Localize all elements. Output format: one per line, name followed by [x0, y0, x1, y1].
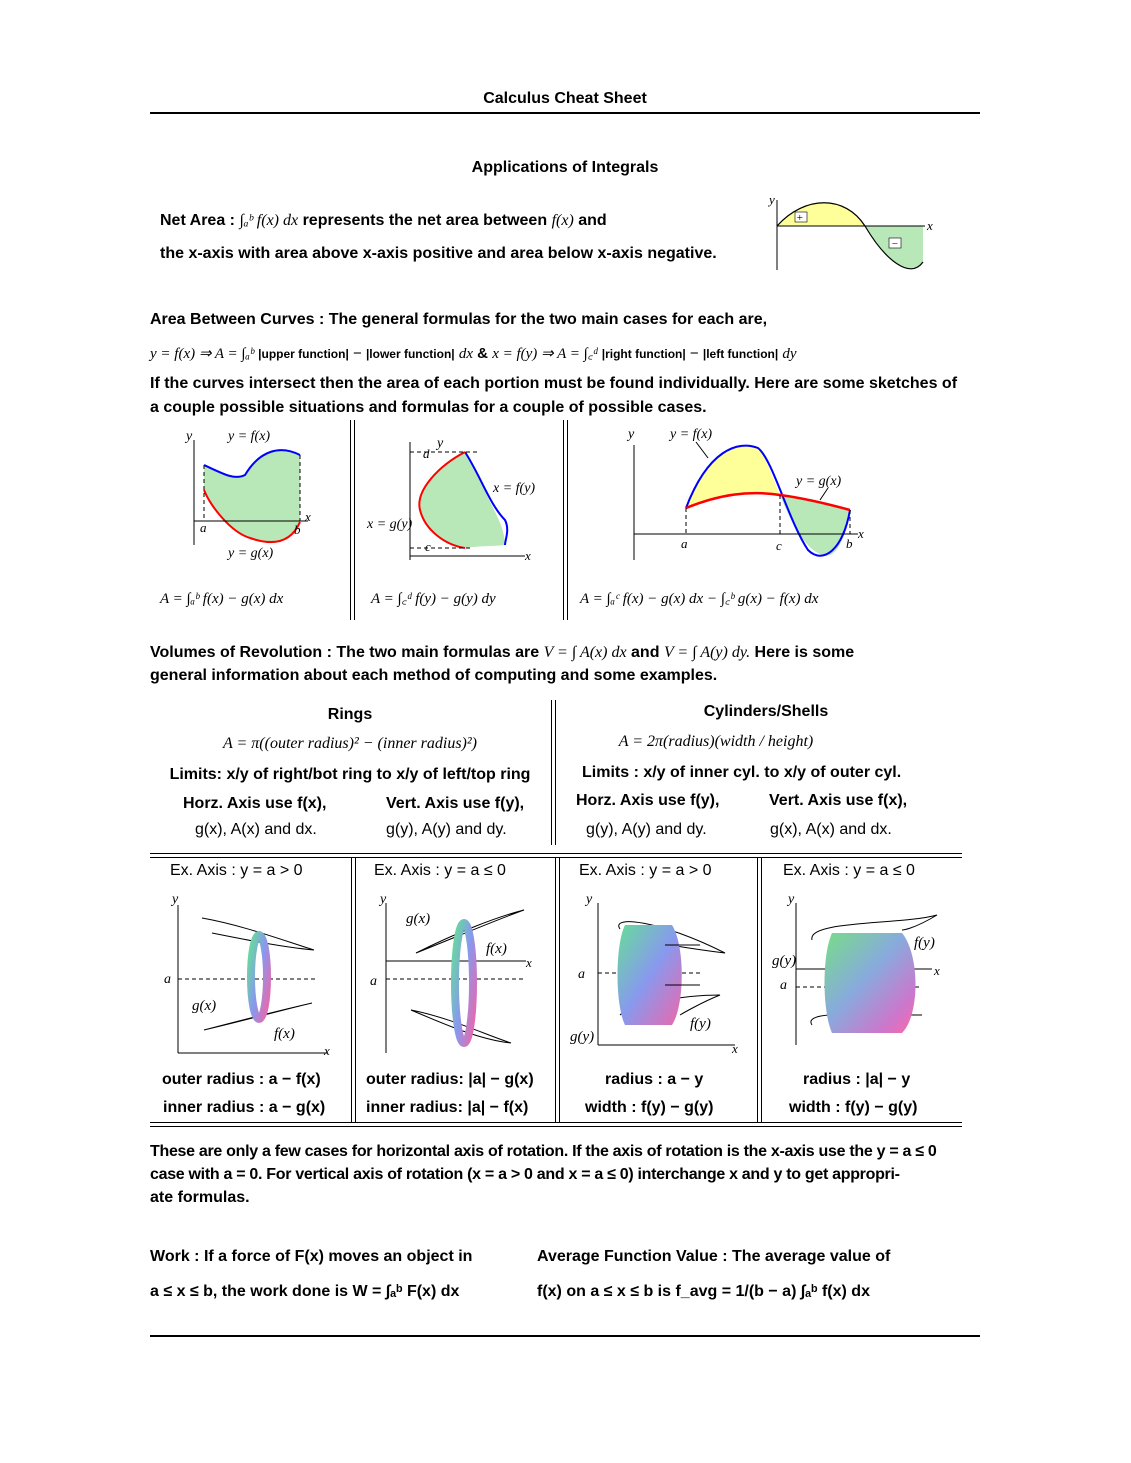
area-graph-2: [355, 420, 563, 620]
average-label: Average Function Value :: [537, 1248, 728, 1265]
area-graph-1: [150, 420, 350, 620]
svg-text:y: y: [380, 892, 387, 907]
net-graph-minus: −: [891, 238, 899, 250]
area-between-label: Area Between Curves :: [150, 311, 325, 328]
average-line2: f(x) on a ≤ x ≤ b is f_avg = 1/(b − a) ∫ₐᵇ f(x) dx: [537, 1283, 870, 1300]
volumes-intro: Volumes of Revolution : The two main formulas are V = ∫ A(x) dx and V = ∫ A(y) dy. Here is some: [150, 644, 855, 661]
area-between-note2: a couple possible situations and formulas for a couple of possible cases.: [150, 399, 707, 416]
example-3-r1: radius : a − y: [605, 1071, 704, 1088]
svg-text:g(x): g(x): [406, 911, 431, 927]
net-graph-y: y: [769, 192, 775, 207]
svg-text:y: y: [788, 892, 795, 907]
svg-text:A = ∫ₐᵇ f(x) − g(x) dx: A = ∫ₐᵇ f(x) − g(x) dx: [160, 591, 284, 607]
example-4-r2: width : f(y) − g(y): [789, 1099, 918, 1116]
example-3-r2: width : f(y) − g(y): [585, 1099, 714, 1116]
svg-text:y = g(x): y = g(x): [796, 474, 842, 489]
net-area-and: and: [578, 212, 607, 229]
formula1-lhs: y = f(x) ⇒ A = ∫ₐᵇ: [150, 346, 254, 362]
svg-text:y = f(x): y = f(x): [670, 427, 713, 442]
rings-vert2: g(y), A(y) and dy.: [386, 821, 507, 838]
header-rule: [150, 112, 980, 114]
area-between-note1: If the curves intersect then the area of each portion must be found individually. Here are some sketches of: [150, 375, 958, 392]
area-between-intro: [150, 311, 767, 329]
svg-text:g(x): g(x): [192, 998, 217, 1014]
svg-text:A = ∫꜀ᵈ f(y) − g(y) dy: A = ∫꜀ᵈ f(y) − g(y) dy: [371, 591, 496, 607]
formula1-upper: |upper function|: [258, 347, 349, 361]
rings-vert: Vert. Axis use f(y),: [386, 795, 525, 812]
volumes-label: Volumes of Revolution :: [150, 644, 332, 661]
rings-limits: Limits: x/y of right/bot ring to x/y of left/top ring: [169, 766, 531, 783]
example-1-graph: [152, 885, 350, 1065]
formula1-dx: dx: [458, 346, 473, 362]
work-line1: Work : If a force of F(x) moves an object in: [150, 1248, 473, 1265]
shells-vert: Vert. Axis use f(x),: [769, 792, 908, 809]
svg-text:a: a: [578, 967, 585, 982]
svg-text:x: x: [934, 963, 940, 978]
rings-horz: Horz. Axis use f(x),: [183, 795, 327, 812]
net-area-text: represents the net area between: [302, 212, 548, 229]
average-line1: Average Function Value : The average value of: [537, 1248, 891, 1265]
svg-text:x: x: [732, 1041, 738, 1056]
svg-text:x: x: [526, 955, 532, 970]
formula2-dy: dy: [782, 346, 797, 362]
svg-text:y: y: [586, 892, 593, 907]
shells-limits: Limits : x/y of inner cyl. to x/y of outer cyl.: [582, 764, 902, 781]
svg-text:x = f(y): x = f(y): [493, 481, 536, 496]
example-4-r1: radius : |a| − y: [803, 1071, 911, 1088]
svg-text:d: d: [423, 446, 430, 461]
area-between-intro-text: The general formulas for the two main cases for each are,: [328, 311, 768, 328]
rings-title: Rings: [327, 706, 373, 723]
net-area-graph: [765, 190, 945, 275]
svg-text:g(y): g(y): [570, 1029, 595, 1045]
formula2-right: |right function|: [601, 347, 686, 361]
svg-text:x: x: [525, 548, 531, 563]
volumes-intro2: general information about each method of computing and some examples.: [150, 667, 718, 684]
formula1-minus: −: [353, 345, 362, 362]
svg-text:c: c: [776, 538, 782, 553]
area-graph-3: [568, 420, 948, 620]
svg-text:a: a: [164, 972, 171, 987]
svg-text:x = g(y): x = g(y): [367, 517, 413, 532]
svg-text:a: a: [370, 974, 377, 989]
shells-title: Cylinders/Shells: [703, 703, 829, 720]
example-4-graph: [762, 885, 962, 1065]
shells-horz: Horz. Axis use f(y),: [576, 792, 720, 809]
shells-formula: A = 2π(radius)(width / height): [618, 733, 814, 750]
svg-text:a: a: [780, 978, 787, 993]
example-2-graph: [356, 885, 555, 1065]
svg-text:g(y): g(y): [772, 953, 797, 969]
svg-text:A = ∫ₐᶜ f(x) − g(x) dx − ∫꜀ᵇ g: A = ∫ₐᶜ f(x) − g(x) dx − ∫꜀ᵇ g(x) − f(x) dx: [580, 591, 819, 607]
footer-rule: [150, 1335, 980, 1337]
volumes-note2: case with a = 0. For vertical axis of rotation (x = a > 0 and x = a ≤ 0) interchange x and y to get appropri-: [150, 1166, 900, 1183]
svg-text:x: x: [324, 1043, 330, 1058]
example-3-title: Ex. Axis : y = a > 0: [579, 862, 712, 879]
shells-vert2: g(x), A(x) and dx.: [770, 821, 892, 838]
svg-text:c: c: [425, 539, 431, 554]
example-2-title: Ex. Axis : y = a ≤ 0: [374, 862, 506, 879]
volumes-note1: These are only a few cases for horizontal axis of rotation. If the axis of rotation is the x-axis use the y = a ≤ 0: [150, 1143, 937, 1160]
svg-text:b: b: [294, 522, 301, 537]
svg-text:a: a: [200, 520, 207, 535]
work-line2: a ≤ x ≤ b, the work done is W = ∫ₐᵇ F(x) dx: [150, 1283, 460, 1300]
svg-text:y = f(x): y = f(x): [228, 429, 271, 444]
svg-text:a: a: [681, 536, 688, 551]
example-1-title: Ex. Axis : y = a > 0: [170, 862, 303, 879]
svg-text:x: x: [858, 526, 864, 541]
volumes-note3: ate formulas.: [150, 1189, 250, 1206]
rings-formula: A = π((outer radius)² − (inner radius)²): [223, 735, 477, 752]
svg-text:f(x): f(x): [486, 941, 507, 957]
net-area-line1: [160, 212, 607, 230]
formula2-lhs: x = f(y) ⇒ A = ∫꜀ᵈ: [492, 346, 598, 362]
example-3-graph: [560, 885, 757, 1065]
area-between-formulas: [150, 343, 797, 363]
net-area-fx: f(x): [551, 212, 574, 229]
formula1-lower: |lower function|: [365, 347, 455, 361]
example-4-title: Ex. Axis : y = a ≤ 0: [783, 862, 915, 879]
svg-text:f(y): f(y): [690, 1016, 711, 1032]
formula2-left: |left function|: [702, 347, 779, 361]
formula-amp: &: [477, 345, 489, 362]
svg-text:b: b: [846, 536, 853, 551]
svg-text:y = g(x): y = g(x): [228, 546, 274, 561]
net-graph-plus: +: [796, 212, 804, 224]
net-area-label: Net Area :: [160, 212, 235, 229]
net-graph-x: x: [927, 218, 933, 233]
svg-text:y: y: [186, 429, 193, 444]
formula2-minus: −: [689, 345, 699, 362]
net-area-integral: ∫ₐᵇ f(x) dx: [239, 212, 299, 229]
svg-text:y: y: [437, 436, 444, 451]
svg-text:x: x: [305, 509, 311, 524]
net-area-line2: the x-axis with area above x-axis positive and area below x-axis negative.: [160, 245, 717, 262]
example-2-r1: outer radius: |a| − g(x): [366, 1071, 534, 1088]
svg-text:f(x): f(x): [274, 1026, 295, 1042]
example-1-r1: outer radius : a − f(x): [162, 1071, 321, 1088]
shells-horz2: g(y), A(y) and dy.: [586, 821, 707, 838]
section-title: Applications of Integrals: [471, 159, 659, 176]
rings-horz2: g(x), A(x) and dx.: [195, 821, 317, 838]
example-2-r2: inner radius: |a| − f(x): [366, 1099, 529, 1116]
work-label: Work :: [150, 1248, 200, 1265]
example-1-r2: inner radius : a − g(x): [163, 1099, 326, 1116]
page-title: Calculus Cheat Sheet: [483, 90, 647, 107]
svg-text:y: y: [172, 892, 179, 907]
svg-text:f(y): f(y): [914, 935, 935, 951]
svg-text:y: y: [628, 427, 635, 442]
